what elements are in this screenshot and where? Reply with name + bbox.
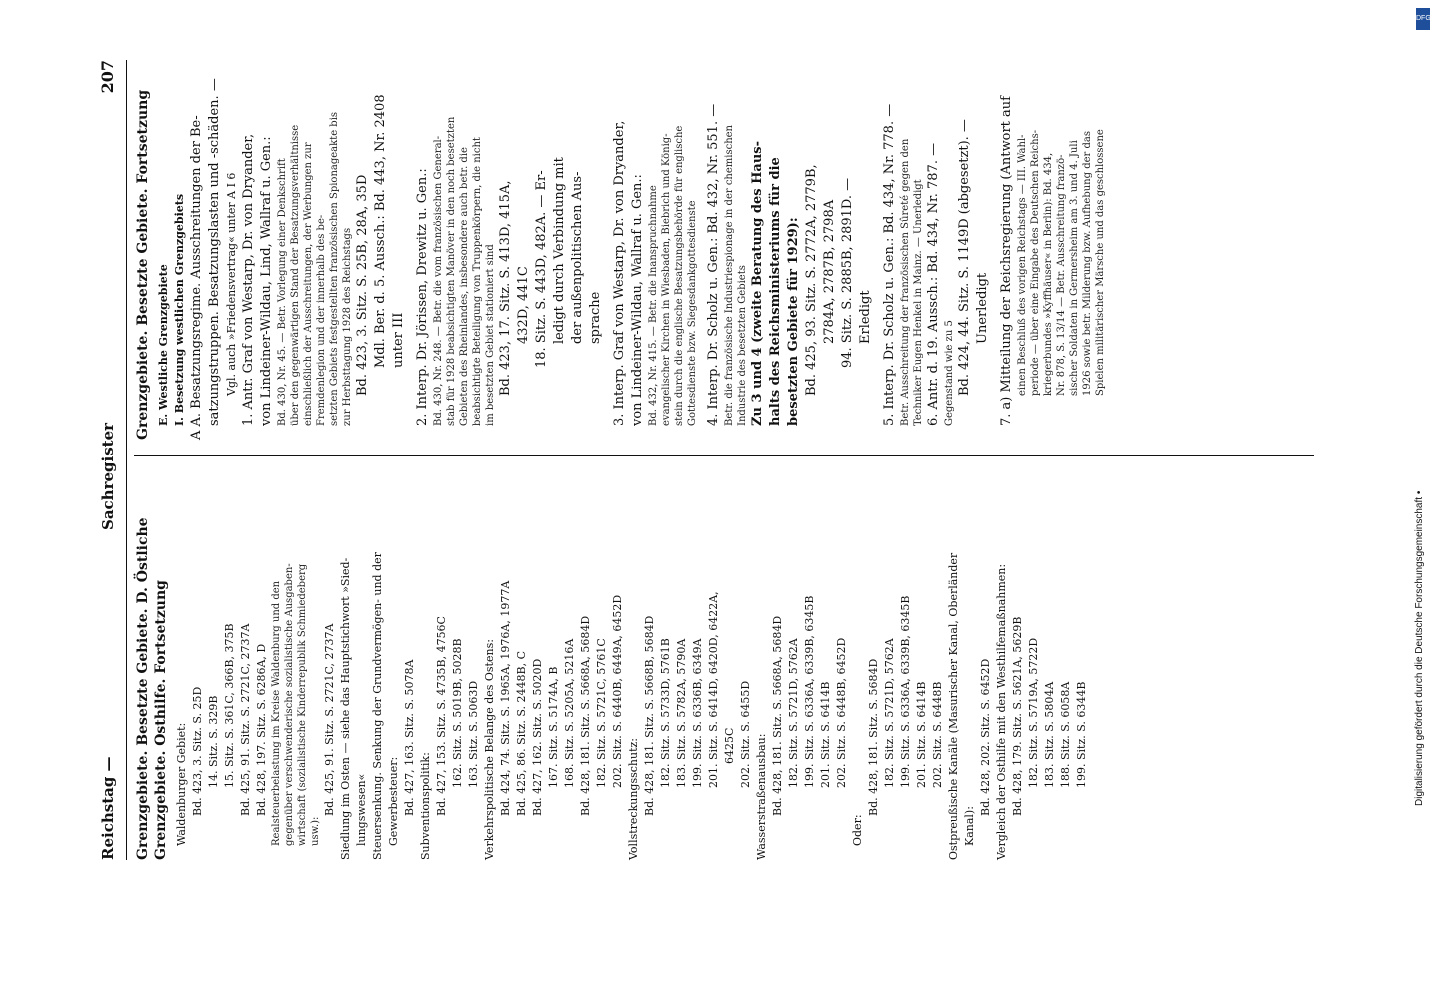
index-line: Bd. 432, Nr. 415. — Betr. die Inanspruchnahme <box>648 185 659 426</box>
index-line: Spielen militärischer Märsche und das geschlossene <box>1095 129 1106 396</box>
index-line: 7. a) Mitteilung der Reichsregierung (Antwort auf <box>999 96 1014 426</box>
index-line: 168. Sitz. S. 5205A, 5216A <box>563 638 576 788</box>
index-line: im besetzten Gebiet stationiert sind <box>485 244 496 426</box>
index-line: Oder: <box>851 814 864 846</box>
index-line: Bd. 424, 74. Sitz. S. 1965A, 1976A, 1977A <box>499 580 512 816</box>
index-line: Subventionspolitik: <box>419 752 432 860</box>
index-line: 2. Interp. Dr. Jörissen, Drewitz u. Gen.: <box>415 168 430 426</box>
index-line: 202. Sitz. S. 6455D <box>739 680 752 788</box>
index-line: Bd. 423, 17. Sitz. S. 413D, 415A, <box>498 180 513 396</box>
dfg-logo: DFG <box>1416 8 1430 30</box>
index-line: 188. Sitz. S. 6058A <box>1059 681 1072 788</box>
index-line: Ostpreußische Kanäle (Masurischer Kanal, Oberländer <box>947 552 960 860</box>
index-line: wirtschaft (sozialistische Kinderrepublik Schmiedeberg <box>297 563 308 846</box>
index-line: 94. Sitz. S. 2885B, 2891D. — <box>840 177 855 368</box>
index-line: 182. Sitz. S. 5721D, 5762A <box>883 638 896 788</box>
left-column-heading: Grenzgebiete. Besetzte Gebiete. D. Östliche Grenzgebiete. Osthilfe. Fortsetzung <box>135 517 169 860</box>
right-column <box>134 60 1107 440</box>
index-line: Bd. 430, Nr. 45. — Betr. Vorlegung einer Denkschrift <box>277 158 288 426</box>
right-column-heading: Grenzgebiete. Besetzte Gebiete. Fortsetzung <box>135 89 151 440</box>
index-line: besetzten Gebiete für 1929): <box>786 217 801 426</box>
index-line: Kanal): <box>963 806 976 846</box>
index-line: 4. Interp. Dr. Scholz u. Gen.: Bd. 432, Nr. 551. — <box>706 103 721 426</box>
index-line: periode — über eine Eingabe des Deutschen Reichs- <box>1030 129 1041 396</box>
index-line: 199. Sitz. S. 6336A, 6339B, 6345B <box>803 595 816 788</box>
rotated-register-page <box>100 60 1340 860</box>
index-line: setzten Gebiets festgestellten französischen Spionageakte bis <box>329 111 340 426</box>
index-line: 15. Sitz. S. 361C, 366B, 375B <box>223 623 236 788</box>
index-line: E. Westliche Grenzgebiete <box>157 264 170 426</box>
index-line: Gewerbesteuer: <box>387 756 400 846</box>
index-line: Bd. 428, 181. Sitz. S. 5668A, 5684D <box>771 615 784 816</box>
index-line: 199. Sitz. S. 6336B, 6349A <box>691 638 704 788</box>
header-rule <box>126 60 127 860</box>
index-line: von Lindeiner-Wildau, Wallraf u. Gen.: <box>630 174 645 426</box>
index-line: I. Besetzung westlichen Grenzgebiets <box>173 193 186 426</box>
index-line: zur Herbsttagung 1928 des Reichstags <box>342 227 353 426</box>
index-line: 3. Interp. Graf von Westarp, Dr. von Dryander, <box>612 120 627 426</box>
index-line: 182. Sitz. S. 5721D, 5762A <box>787 638 800 788</box>
index-line: Gottesdienste bzw. Siegesdankgottesdienste <box>687 200 698 426</box>
index-line: Siedlung im Osten — siehe das Hauptstichwort »Sied- <box>339 557 352 860</box>
index-line: ledigt durch Verbindung mit <box>552 157 567 344</box>
index-line: 1. Antr. Graf von Westarp, Dr. von Dryander, <box>241 133 256 426</box>
index-line: usw.): <box>310 816 321 846</box>
index-line: der außenpolitischen Aus- <box>570 171 585 344</box>
index-line: unter III <box>391 312 406 368</box>
index-line: Mdl. Ber. d. 5. Aussch.: Bd. 443, Nr. 2408 <box>373 94 388 368</box>
page-number: 207 <box>98 60 117 94</box>
index-line: 199. Sitz. S. 6344B <box>1075 681 1088 788</box>
index-line: 6425C <box>723 727 736 764</box>
index-line: Bd. 428, 202. Sitz. S. 6452D <box>979 658 992 816</box>
index-line: Bd. 425, 93. Sitz. S. 2772A, 2779B, <box>804 164 819 396</box>
index-line: 2784A, 2787B, 2798A <box>822 199 837 344</box>
index-line: Nr. 878, S. 13/14 — Betr. Ausschreitung franzö- <box>1056 154 1067 396</box>
index-line: 1926 sowie betr. Milderung bzw. Aufhebung der das <box>1082 131 1093 396</box>
index-line: 6. Antr. d. 19. Aussch.: Bd. 434, Nr. 787. — <box>926 142 941 426</box>
index-line: 199. Sitz. S. 6336A, 6339B, 6345B <box>899 595 912 788</box>
index-line: 201. Sitz. S. 6414B <box>915 681 928 788</box>
index-line: Wasserstraßenausbau: <box>755 733 768 860</box>
column-divider <box>134 455 1314 456</box>
running-head-center: Sachregister <box>99 422 117 530</box>
left-column <box>134 480 1090 860</box>
index-line: über den gegenwärtigen Stand der Besatzungsverhältnisse <box>290 124 301 426</box>
index-line: gegenüber verschwenderische sozialistische Ausgaben- <box>284 563 295 846</box>
index-line: 182. Sitz. S. 5721C, 5761C <box>595 638 608 788</box>
index-line: 167. Sitz. S. 5174A, B <box>547 666 560 788</box>
index-line: Vgl. auch »Friedensvertrag« unter A I 6 <box>225 172 238 396</box>
index-line: 432D, 441C <box>516 266 531 344</box>
index-line: Gebieten des Rheinlandes, insbesondere auch betr. die <box>459 147 470 426</box>
index-line: 201. Sitz. S. 6414B <box>819 681 832 788</box>
index-line: 162. Sitz. S. 5019B, 5028B <box>451 638 464 788</box>
index-line: Bd. 423, 3. Sitz. S. 25D <box>191 686 204 816</box>
index-line: 202. Sitz. S. 6440B, 6449A, 6452D <box>611 594 624 788</box>
index-line: 183. Sitz. S. 5804A <box>1043 681 1056 788</box>
index-line: 202. Sitz. S. 6448B, 6452D <box>835 637 848 788</box>
index-line: sischer Soldaten in Germersheim am 3. und 4. Juli <box>1069 140 1080 396</box>
index-line: 18. Sitz. S. 443D, 482A. — Er- <box>534 170 549 368</box>
index-line: Bd. 428, 181. Sitz. S. 5684D <box>867 658 880 816</box>
index-line: Industrie des besetzten Gebiets <box>737 265 748 426</box>
index-line: Verkehrspolitische Belange des Ostens: <box>483 639 496 860</box>
index-line: evangelischer Kirchen in Wiesbaden, Biebrich und König- <box>661 133 672 426</box>
index-line: 201. Sitz. S. 6414D, 6420D, 6422A, <box>707 591 720 788</box>
index-line: Bd. 427, 163. Sitz. S. 5078A <box>403 659 416 816</box>
index-line: Vergleich der Osthilfe mit den Westhilfemaßnahmen: <box>995 563 1008 860</box>
digitization-credit <box>1408 6 1434 996</box>
index-line: 163. Sitz. S. 5063D <box>467 680 480 788</box>
index-line: Waldenburger Gebiet: <box>175 722 188 846</box>
index-line: beabsichtigte Beteiligung von Truppenkörpern, die nicht <box>472 137 483 426</box>
index-line: Betr. die französische Industriespionage in der chemischen <box>724 125 735 426</box>
running-head-left: Reichstag — <box>99 756 117 860</box>
index-line: 202. Sitz. S. 6448B <box>931 681 944 788</box>
index-line: Unerledigt <box>975 272 990 344</box>
index-line: Bd. 428, 197. Sitz. S. 6286A, D <box>255 643 268 816</box>
index-line: 5. Interp. Dr. Scholz u. Gen.: Bd. 434, Nr. 778. — <box>882 103 897 426</box>
index-line: 182. Sitz. S. 5719A, 5722D <box>1027 637 1040 788</box>
index-line: Bd. 428, 179. Sitz. S. 5621A, 5629B <box>1011 616 1024 816</box>
index-line: einen Beschluß des vorigen Reichstags — III. Wahl- <box>1017 134 1028 396</box>
index-line: Bd. 427, 162. Sitz. S. 5020D <box>531 658 544 816</box>
index-line: halts des Reichsministeriums für die <box>768 157 783 426</box>
index-line: Techniker Eugen Henkel in Mainz. — Unerledigt <box>913 179 924 426</box>
index-line: Bd. 428, 181. Sitz. S. 5668B, 5684D <box>643 615 656 816</box>
index-line: Steuersenkung. Senkung der Grundvermögen- und der <box>371 552 384 860</box>
index-line: Realsteuerbelastung im Kreise Waldenburg und den <box>271 580 282 846</box>
index-line: 182. Sitz. S. 5733D, 5761B <box>659 638 672 788</box>
index-line: stab für 1928 beabsichtigten Manöver in den noch besetzten <box>446 116 457 426</box>
index-line: lungswesen« <box>355 773 368 846</box>
index-line: A A. Besatzungsregime. Ausschreitungen der Be- <box>189 115 204 440</box>
index-line: Bd. 427, 153. Sitz. S. 4735B, 4756C <box>435 616 448 816</box>
index-line: Bd. 428, 181. Sitz. S. 5668A, 5684D <box>579 615 592 816</box>
index-line: 183. Sitz. S. 5782A, 5790A <box>675 638 688 788</box>
index-line: kriegerbundes »Kyffhäuser« in Berlin): Bd. 434, <box>1043 152 1054 396</box>
index-line: Betr. Ausschreitung der französischen Sûreté gegen den <box>900 138 911 426</box>
index-line: Bd. 425, 91. Sitz. S. 2721C, 2737A <box>239 623 252 816</box>
credit-text: Digitalisierung gefördert durch die Deutsche Forschungsgemeinschaft • <box>1414 490 1425 806</box>
index-line: Gegenstand wie zu 5 <box>944 320 955 426</box>
index-line: Erledigt <box>858 290 873 344</box>
index-line: Bd. 425, 91. Sitz. S. 2721C, 2737A <box>323 623 336 816</box>
index-line: 14. Sitz. S. 329B <box>207 695 220 788</box>
index-line: Zu 3 und 4 (zweite Beratung des Haus- <box>750 141 765 426</box>
index-line: Vollstreckungsschutz: <box>627 737 640 860</box>
running-head <box>100 60 128 860</box>
index-line: Bd. 423, 3. Sitz. S. 25B, 28A, 35D <box>355 174 370 396</box>
index-line: satzungstruppen. Besatzungslasten und -schäden. — <box>207 78 222 426</box>
index-line: einschließlich der Ausschreitungen, der Werbungen zur <box>303 142 314 426</box>
index-line: von Lindeiner-Wildau, Lind, Wallraf u. Gen.: <box>259 136 274 426</box>
index-line: Bd. 424, 44. Sitz. S. 1149D (abgesetzt). — <box>957 119 972 396</box>
index-line: sprache <box>588 291 603 344</box>
index-line: stein durch die englische Besatzungsbehörde für englische <box>674 125 685 426</box>
index-line: Fremdenlegion und der innerhalb des be- <box>316 214 327 426</box>
index-line: Bd. 425, 86. Sitz. S. 2448B, C <box>515 651 528 816</box>
index-line: Bd. 430, Nr. 248. — Betr. die vom französischen General- <box>433 135 444 426</box>
